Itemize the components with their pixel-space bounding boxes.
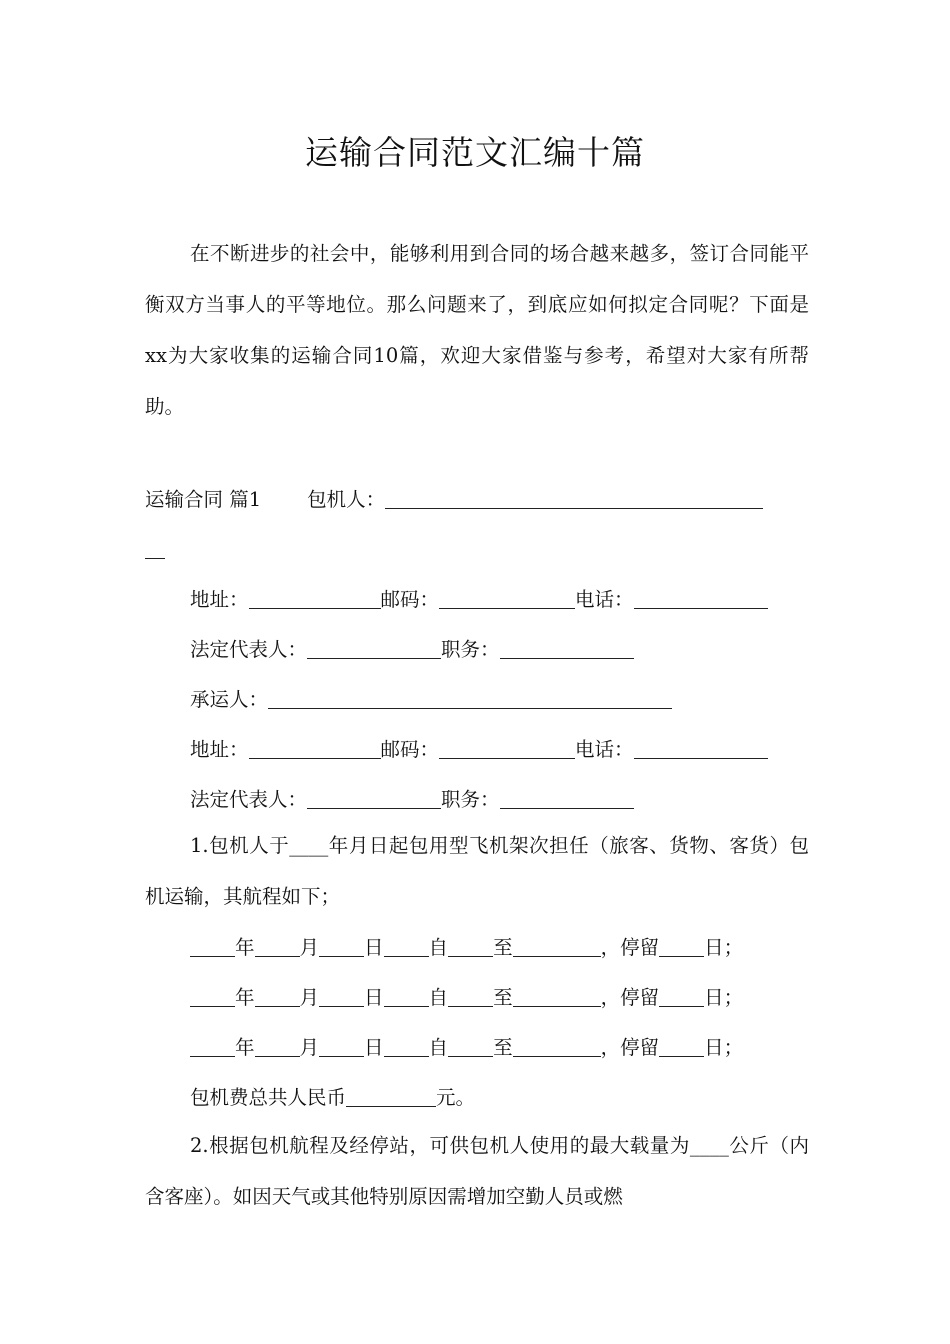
charterer-address-line: 地址： 邮码： 电话：	[190, 585, 768, 615]
blank	[659, 936, 704, 957]
blank	[319, 936, 364, 957]
blank	[448, 936, 493, 957]
position-blank	[500, 638, 634, 659]
address-blank	[249, 588, 381, 609]
blank	[255, 1036, 300, 1057]
charterer-label: 包机人：	[307, 488, 386, 511]
itinerary-line: 年 月 日 自 至 ，停留 日；	[190, 1033, 743, 1063]
blank	[319, 986, 364, 1007]
itinerary-line: 年 月 日 自 至 ，停留 日；	[190, 933, 743, 963]
carrier-address-line: 地址： 邮码： 电话：	[190, 735, 768, 765]
carrier-blank	[268, 688, 672, 709]
section-heading: 运输合同 篇1	[145, 488, 262, 511]
blank	[319, 1036, 364, 1057]
blank	[255, 986, 300, 1007]
blank	[190, 936, 235, 957]
blank	[513, 936, 601, 957]
carrier-label: 承运人：	[190, 688, 269, 711]
carrier-legal-rep-line: 法定代表人： 职务：	[190, 785, 634, 815]
blank	[448, 986, 493, 1007]
blank	[513, 986, 601, 1007]
fee-blank	[346, 1086, 436, 1107]
blank	[448, 1036, 493, 1057]
clause-1: 1.包机人于____年月日起包用型飞机架次担任（旅客、货物、客货）包机运输，其航程如下；	[145, 834, 809, 908]
legal-rep-blank	[307, 638, 441, 659]
blank	[659, 986, 704, 1007]
total-fee-line: 包机费总共人民币 元。	[190, 1086, 476, 1109]
section-heading-line	[145, 485, 763, 515]
intro-paragraph: 在不断进步的社会中，能够利用到合同的场合越来越多，签订合同能平衡双方当事人的平等地位。那么问题来了，到底应如何拟定合同呢？下面是xx为大家收集的运输合同10篇，欢迎大家借鉴与参考，希望对大家有所帮助。	[145, 242, 809, 418]
phone-blank	[634, 588, 768, 609]
charterer-legal-rep-line: 法定代表人： 职务：	[190, 635, 634, 665]
blank	[190, 986, 235, 1007]
document-title: 运输合同范文汇编十篇	[305, 133, 645, 172]
blank	[190, 1036, 235, 1057]
blank	[513, 1036, 601, 1057]
blank	[384, 936, 429, 957]
blank	[255, 936, 300, 957]
postcode-blank	[439, 588, 575, 609]
carrier-line	[190, 685, 672, 715]
blank	[659, 1036, 704, 1057]
blank	[384, 1036, 429, 1057]
blank	[384, 986, 429, 1007]
itinerary-line: 年 月 日 自 至 ，停留 日；	[190, 983, 743, 1013]
charterer-blank	[385, 488, 763, 509]
charterer-blank-continued	[145, 535, 165, 565]
clause-2: 2.根据包机航程及经停站，可供包机人使用的最大载量为____公斤（内含客座）。如因天气或其他特别原因需增加空勤人员或燃	[145, 1134, 809, 1208]
